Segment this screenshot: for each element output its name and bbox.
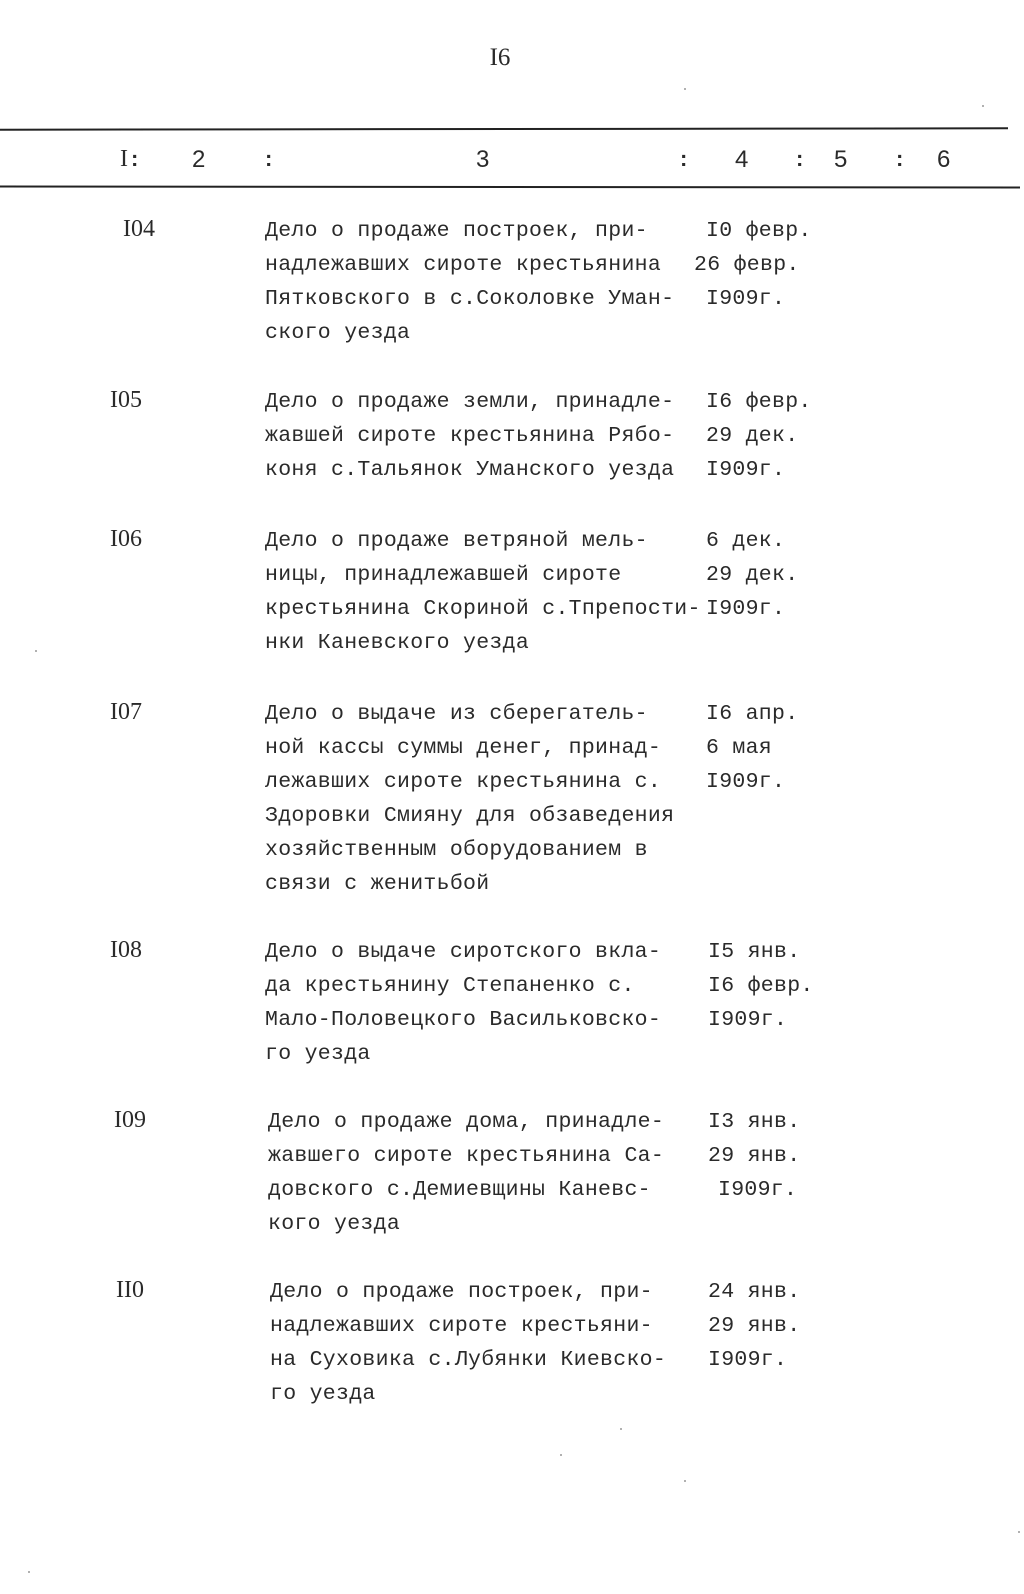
description-line: надлежавших сироте крестьянина — [265, 253, 662, 277]
description-line: Дело о продаже построек, при- — [265, 219, 648, 243]
scan-speck — [982, 105, 984, 107]
description-line: го уезда — [265, 1042, 371, 1066]
description-line: ницы, принадлежавшей сироте — [265, 563, 622, 587]
entry-number: I09 — [114, 1107, 146, 1133]
entry-dates — [706, 697, 798, 799]
column-separator: : — [131, 146, 139, 171]
date-year: I909г. — [706, 458, 786, 482]
description-line: крестьянина Скориной с.Тпрепости- — [265, 597, 701, 621]
entry-number: I08 — [110, 937, 142, 963]
description-line: Дело о продаже ветряной мель- — [265, 529, 648, 553]
date-start: I3 янв. — [708, 1110, 801, 1134]
description-line: го уезда — [270, 1382, 376, 1406]
scan-speck — [35, 650, 37, 652]
column-separator: : — [680, 146, 688, 171]
entry-number: I07 — [110, 699, 142, 725]
scan-speck — [1018, 1531, 1020, 1533]
description-line: Дело о выдаче сиротского вкла- — [265, 940, 662, 964]
entry-description — [265, 385, 674, 487]
entry-dates — [708, 1275, 800, 1377]
scan-speck — [684, 88, 686, 90]
entry-description — [265, 214, 674, 350]
date-end: 29 янв. — [708, 1314, 801, 1338]
entry-dates — [706, 524, 798, 626]
date-start: 24 янв. — [708, 1280, 801, 1304]
header-bottom-rule — [0, 186, 1020, 189]
date-year: I909г. — [706, 597, 786, 621]
description-line: надлежавших сироте крестьяни- — [270, 1314, 653, 1338]
page-number: I6 — [489, 44, 511, 71]
description-line: да крестьянину Степаненко с. — [265, 974, 635, 998]
date-start: I0 февр. — [706, 219, 812, 243]
date-end: 29 дек. — [706, 424, 799, 448]
date-start: I5 янв. — [708, 940, 801, 964]
scan-speck — [620, 1428, 622, 1430]
date-end: 29 янв. — [708, 1144, 801, 1168]
entry-dates — [706, 385, 812, 487]
column-header-1: I — [120, 146, 128, 172]
date-end: I6 февр. — [708, 974, 814, 998]
description-line: Мало-Половецкого Васильковско- — [265, 1008, 662, 1032]
description-line: хозяйственным оборудованием в — [265, 838, 648, 862]
scan-speck — [560, 1454, 562, 1456]
description-line: ной кассы суммы денег, принад- — [265, 736, 662, 760]
date-start: I6 апр. — [706, 702, 799, 726]
entry-number: I06 — [110, 526, 142, 552]
entry-description — [265, 935, 661, 1071]
column-separator: : — [896, 146, 904, 171]
column-separator: : — [265, 146, 273, 171]
entry-description — [265, 524, 701, 660]
entry-number: II0 — [116, 1277, 144, 1303]
description-line: Дело о продаже земли, принадле- — [265, 390, 675, 414]
date-start: I6 февр. — [706, 390, 812, 414]
description-line: ского уезда — [265, 321, 411, 345]
date-end: 6 мая — [706, 736, 773, 760]
entry-dates — [708, 1105, 800, 1207]
column-header-2: 2 — [192, 146, 206, 173]
description-line: нки Каневского уезда — [265, 631, 530, 655]
entry-dates — [708, 935, 814, 1037]
description-line: Здоровки Смияну для обзаведения — [265, 804, 675, 828]
entry-description — [265, 697, 674, 901]
entry-description — [268, 1105, 664, 1241]
description-line: жавшего сироте крестьянина Са- — [268, 1144, 665, 1168]
description-line: коня с.Тальянок Уманского уезда — [265, 458, 675, 482]
date-end: 29 дек. — [706, 563, 799, 587]
description-line: кого уезда — [268, 1212, 401, 1236]
date-start: 6 дек. — [706, 529, 786, 553]
scan-speck — [684, 1480, 686, 1482]
description-line: связи с женитьбой — [265, 872, 490, 896]
date-year: I909г. — [708, 1348, 788, 1372]
scan-speck — [28, 1571, 30, 1573]
description-line: лежавших сироте крестьянина с. — [265, 770, 662, 794]
column-header-4: 4 — [735, 146, 749, 173]
entry-number: I04 — [123, 216, 155, 242]
entry-description — [270, 1275, 666, 1411]
column-separator: : — [796, 146, 804, 171]
description-line: довского с.Демиевщины Каневс- — [268, 1178, 651, 1202]
date-year: I909г. — [706, 287, 786, 311]
description-line: Пятковского в с.Соколовке Уман- — [265, 287, 675, 311]
description-line: Дело о выдаче из сберегатель- — [265, 702, 648, 726]
entry-dates — [694, 214, 812, 316]
entry-number: I05 — [110, 387, 142, 413]
description-line: на Суховика с.Лубянки Киевско- — [270, 1348, 667, 1372]
description-line: Дело о продаже построек, при- — [270, 1280, 653, 1304]
date-year: I909г. — [708, 1008, 788, 1032]
column-header-3: 3 — [476, 146, 490, 173]
description-line: Дело о продаже дома, принадле- — [268, 1110, 665, 1134]
date-year: I909г. — [706, 770, 786, 794]
date-end: 26 февр. — [694, 253, 800, 277]
column-header-5: 5 — [834, 146, 848, 173]
column-header-6: 6 — [937, 146, 951, 173]
description-line: жавшей сироте крестьянина Рябо- — [265, 424, 675, 448]
header-top-rule — [0, 127, 1008, 130]
date-year: I909г. — [718, 1178, 798, 1202]
